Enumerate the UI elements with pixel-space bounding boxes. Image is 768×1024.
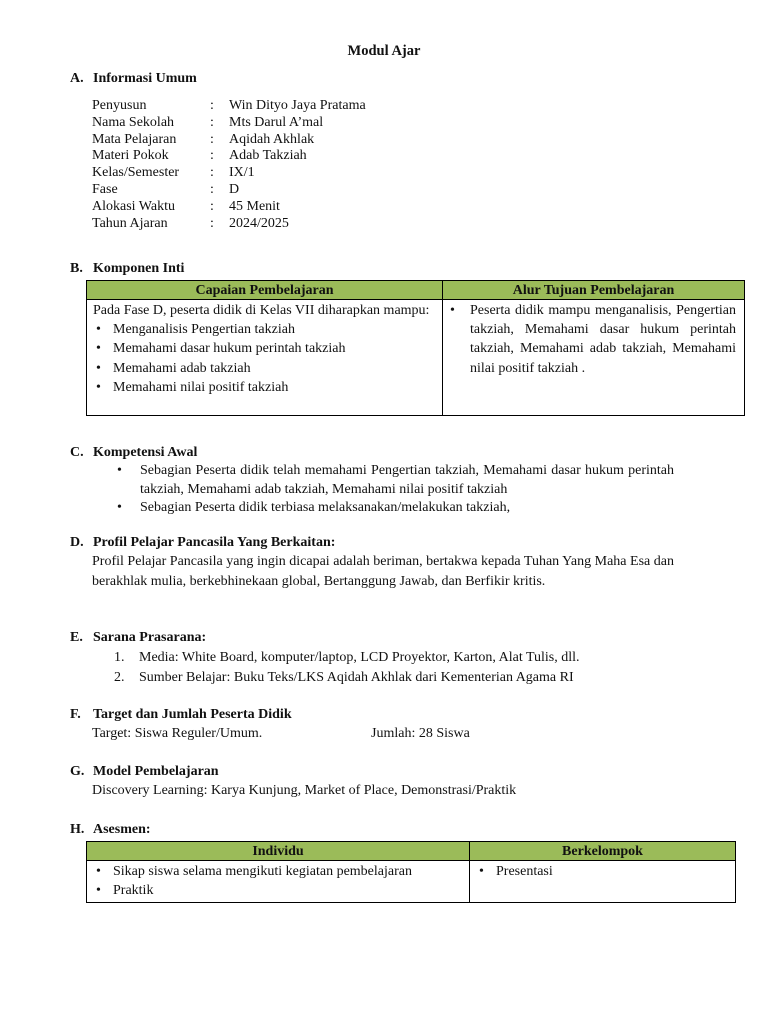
info-value: 2024/2025 xyxy=(229,215,289,231)
info-key: Fase xyxy=(92,181,118,197)
asesmen-table xyxy=(86,841,736,903)
info-key: Penyusun xyxy=(92,98,147,113)
section-f-heading xyxy=(70,707,292,723)
list-item: • Presentasi xyxy=(476,862,729,881)
individu-list xyxy=(93,862,463,900)
section-c-letter: C. xyxy=(70,445,84,460)
berkelompok-list xyxy=(476,862,729,881)
list-item: • Memahami dasar hukum perintah takziah xyxy=(93,339,436,358)
list-item: • Sebagian Peserta didik terbiasa melaksanakan/melakukan takziah, xyxy=(114,499,674,518)
section-e-letter: E. xyxy=(70,630,83,645)
section-g-letter: G. xyxy=(70,764,85,779)
komponen-table xyxy=(86,280,745,416)
section-b-heading xyxy=(70,261,184,277)
section-c-title: Kompetensi Awal xyxy=(93,445,198,460)
list-text: Media: White Board, komputer/laptop, LCD Proyektor, Karton, Alat Tulis, dll. xyxy=(139,650,580,665)
capaian-list xyxy=(93,320,436,397)
info-colon: : xyxy=(210,181,214,197)
section-a-heading xyxy=(70,71,197,87)
komponen-header-alur: Alur Tujuan Pembelajaran xyxy=(443,281,745,300)
info-value: 45 Menit xyxy=(229,198,280,214)
info-colon: : xyxy=(210,148,214,164)
document-title: Modul Ajar xyxy=(347,43,421,59)
info-value: D xyxy=(229,181,240,197)
alur-cell xyxy=(443,300,745,416)
info-row xyxy=(92,182,366,199)
kompetensi-list xyxy=(114,462,674,518)
info-row xyxy=(92,148,366,165)
asesmen-header-individu: Individu xyxy=(87,842,470,861)
list-text: Sumber Belajar: Buku Teks/LKS Aqidah Akhlak dari Kementerian Agama RI xyxy=(139,669,574,685)
section-d-title: Profil Pelajar Pancasila Yang Berkaitan: xyxy=(93,535,336,550)
info-value: Aqidah Akhlak xyxy=(229,131,315,147)
section-c-heading xyxy=(70,445,197,461)
list-item: • Memahami nilai positif takziah xyxy=(93,378,436,397)
info-row xyxy=(92,115,366,132)
capaian-intro: Pada Fase D, peserta didik di Kelas VII diharapkan mampu: xyxy=(93,303,430,318)
info-value: Adab Takziah xyxy=(229,148,307,164)
list-item: • Sebagian Peserta didik telah memahami Pengertian takziah, Memahami dasar hukum perintah takziah, Memahami adab takziah, Memahami nilai positif takziah xyxy=(114,462,674,499)
list-item: • Praktik xyxy=(93,881,463,900)
info-row xyxy=(92,132,366,149)
profil-paragraph: Profil Pelajar Pancasila yang ingin dicapai adalah beriman, bertakwa kepada Tuhan Yang Maha Esa dan berakhlak mulia, berkebhinekaan global, Bertanggung Jawab, dan Berfikir kritis. xyxy=(92,554,674,589)
info-colon: : xyxy=(210,114,214,130)
info-value: Win Dityo Jaya Pratama xyxy=(229,98,366,113)
list-item: • Sikap siswa selama mengikuti kegiatan pembelajaran xyxy=(93,862,463,881)
info-row xyxy=(92,165,366,182)
info-value: Mts Darul A’mal xyxy=(229,114,324,130)
asesmen-header-berkelompok: Berkelompok xyxy=(470,842,736,861)
info-row xyxy=(92,199,366,216)
section-d-letter: D. xyxy=(70,535,84,550)
list-item xyxy=(114,668,580,688)
info-colon: : xyxy=(210,198,214,214)
section-a-title: Informasi Umum xyxy=(93,71,197,86)
section-a-letter: A. xyxy=(70,71,84,86)
alur-list xyxy=(447,301,736,378)
section-h-title: Asesmen: xyxy=(93,822,151,837)
info-key: Nama Sekolah xyxy=(92,114,175,130)
info-row xyxy=(92,216,366,233)
target-label: Target: Siswa Reguler/Umum. xyxy=(92,726,263,741)
list-item: • Peserta didik mampu menganalisis, Pengertian takziah, Memahami dasar hukum perintah takziah, Memahami adab takziah, Memahami nilai positif takziah . xyxy=(447,301,736,378)
section-d-heading xyxy=(70,535,335,551)
info-key: Mata Pelajaran xyxy=(92,131,177,147)
section-e-title: Sarana Prasarana: xyxy=(93,630,207,645)
info-colon: : xyxy=(210,131,214,147)
section-f-letter: F. xyxy=(70,707,81,722)
info-colon: : xyxy=(210,98,214,113)
komponen-header-capaian: Capaian Pembelajaran xyxy=(87,281,443,300)
list-number: 1. xyxy=(114,650,125,665)
section-h-letter: H. xyxy=(70,822,85,837)
info-key: Kelas/Semester xyxy=(92,165,180,181)
info-key: Tahun Ajaran xyxy=(92,215,168,231)
info-key: Alokasi Waktu xyxy=(92,198,175,214)
section-h-heading xyxy=(70,822,151,838)
individu-cell xyxy=(87,861,470,903)
berkelompok-cell xyxy=(470,861,736,903)
section-g-heading xyxy=(70,764,219,780)
info-list xyxy=(92,98,366,232)
list-item xyxy=(114,648,580,668)
info-colon: : xyxy=(210,165,214,181)
section-g-title: Model Pembelajaran xyxy=(93,764,219,779)
info-colon: : xyxy=(210,215,214,231)
section-b-title: Komponen Inti xyxy=(93,261,185,276)
list-item: • Memahami adab takziah xyxy=(93,359,436,378)
info-key: Materi Pokok xyxy=(92,148,169,164)
sarana-list xyxy=(114,648,580,687)
model-text: Discovery Learning: Karya Kunjung, Market of Place, Demonstrasi/Praktik xyxy=(92,783,517,798)
list-number: 2. xyxy=(114,669,125,685)
section-b-letter: B. xyxy=(70,261,83,276)
section-f-title: Target dan Jumlah Peserta Didik xyxy=(93,707,292,722)
section-e-heading xyxy=(70,630,206,646)
target-jumlah: Jumlah: 28 Siswa xyxy=(371,726,470,741)
info-value: IX/1 xyxy=(229,165,255,181)
info-row xyxy=(92,98,366,115)
list-item: • Menganalisis Pengertian takziah xyxy=(93,320,436,339)
capaian-cell xyxy=(87,300,443,416)
